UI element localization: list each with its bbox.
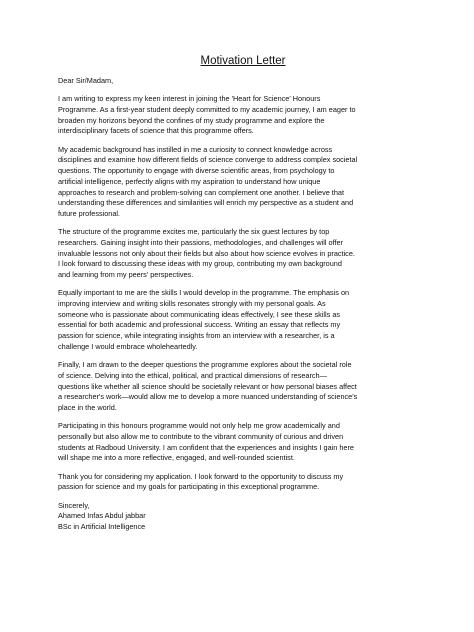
paragraph [58,94,428,137]
paragraph-line: I am writing to express my keen interest in joining the 'Heart for Science' Honours [58,94,321,104]
paragraph-line: questions like whether all science should be societally relevant or how personal biases affect [58,381,357,391]
paragraph-line: Finally, I am drawn to the deeper questions the programme explores about the societal role [58,360,352,370]
closing-block [58,501,428,533]
paragraph-line: researchers. Gaining insight into their passions, methodologies, and challenges will offer [58,237,344,247]
paragraph-line: My academic background has instilled in me a curiosity to connect knowledge across [58,144,333,154]
paragraph-line: Participating in this honours programme would not only help me grow academically and [58,421,340,431]
paragraph-line: approaches to research and problem-solving can complement one another. I believe that [58,187,344,197]
paragraph [58,472,428,493]
paragraph-line: Equally important to me are the skills I would develop in the programme. The emphasis on [58,288,350,298]
paragraph-line: Thank you for considering my application. I look forward to the opportunity to discuss my [58,471,344,481]
paragraph-line: artificial intelligence, perfectly aligns with my aspiration to understand how unique [58,176,321,186]
paragraph-line: disciplines and examine how different fields of science converge to address complex societal [58,155,358,165]
paragraph-line: invaluable lessons not only about their fields but also about how science evolves in practice. [58,248,355,258]
paragraph-line: place in the world. [58,402,117,412]
paragraph-line: will shape me into a more reflective, engaged, and well-rounded scientist. [58,453,295,463]
paragraph-line: The structure of the programme excites me, particularly the six guest lectures by top [58,227,330,237]
paragraph-line: essential for both academic and professional success. Writing an essay that reflects my [58,320,341,330]
paragraph-line: and learning from my peers' perspectives. [58,270,194,280]
paragraph-line: questions. The opportunity to engage with diverse scientific areas, from psychology to [58,166,335,176]
paragraph-line: understanding these differences and similarities will enrich my perspective as a student and [58,198,354,208]
paragraph-line: Programme. As a first-year student deeply committed to my academic journey, I am eager to [58,105,356,114]
paragraph [58,360,428,414]
paragraph [58,421,428,464]
signer-degree: BSc in Artificial Intelligence [58,522,146,532]
paragraph-line: personally but also allow me to contribute to the vibrant community of curious and driven [58,431,344,441]
paragraph-line: improving interview and writing skills resonates strongly with my personal goals. As [58,299,326,309]
paragraphs-container [58,94,428,493]
paragraph-line: future professional. [58,208,121,218]
paragraph [58,145,428,220]
paragraph [58,288,428,352]
paragraph-line: broaden my horizons beyond the confines of my study programme and explore the [58,115,325,125]
paragraph-line: I look forward to discussing these ideas with my group, contributing my own background [58,259,342,269]
signer-name: Ahamed Infas Abdul jabbar [58,511,146,521]
valediction: Sincerely, [58,500,90,510]
paragraph-line: passion for science and my goals for participating in this exceptional programme. [58,482,320,492]
paragraph-line: a researcher's work—would allow me to develop a more nuanced understanding of science's [58,392,358,402]
paragraph-line: students at Radboud University. I am confident that the experiences and insights I gain here [58,442,354,452]
paragraph-line: challenge I would embrace wholeheartedly. [58,341,198,351]
paragraph-line: of science. Delving into the ethical, political, and practical dimensions of research— [58,370,327,380]
paragraph-line: someone who is passionate about communicating ideas effectively, I see these skills as [58,309,341,319]
paragraph [58,227,428,281]
salutation: Dear Sir/Madam, [58,76,114,85]
paragraph-line: passion for science, while integrating insights from an interview with a researcher, is a [58,331,335,341]
paragraph-line: interdisciplinary facets of science that this programme offers. [58,126,254,136]
letter-body [58,54,428,533]
page-title: Motivation Letter [200,55,286,67]
